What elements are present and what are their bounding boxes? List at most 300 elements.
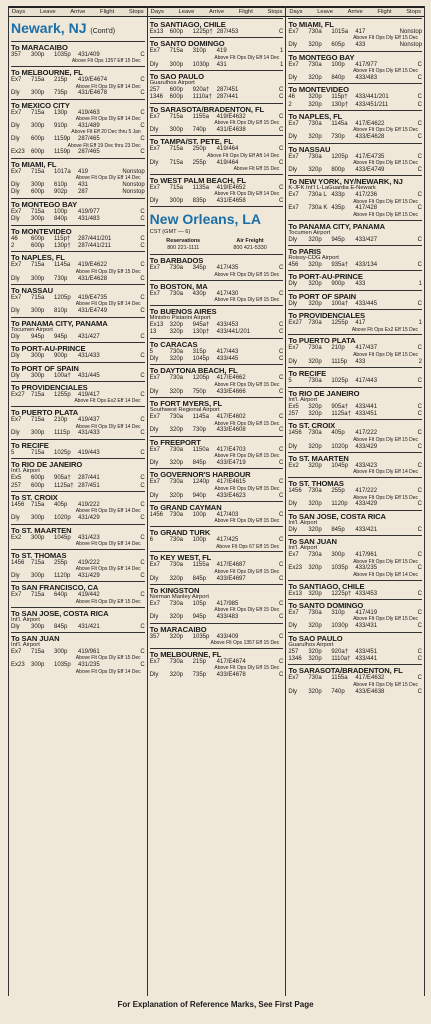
arrive-cell: 115p†: [54, 235, 71, 242]
frequency-note: Above Flt Ops Dly Eff Aft 14 Dec: [207, 152, 280, 159]
destination-title: To MIAMI, FL: [11, 159, 57, 169]
leave-cell: 730a: [308, 430, 322, 437]
leave-cell: 600p: [31, 243, 45, 250]
stops-cell: C: [417, 403, 423, 410]
flight-cell: 433/451/211: [355, 101, 389, 108]
destination-block: [288, 309, 422, 333]
days-cell: Ex7: [149, 479, 161, 486]
leave-cell: 320p: [308, 501, 322, 508]
arrive-cell: 210p: [54, 417, 68, 424]
destination-title: To PORT OF SPAIN: [11, 363, 79, 373]
days-cell: Ex7: [149, 265, 161, 272]
leave-cell: 320p: [308, 166, 322, 173]
days-cell: Ex7: [288, 205, 299, 212]
flight-cell: 433/429: [355, 501, 378, 508]
leave-cell: 320p: [169, 633, 184, 640]
flight-row: [288, 591, 422, 598]
days-cell: Ex2: [288, 462, 299, 469]
flight-row: [150, 198, 284, 205]
destination-block: [150, 280, 284, 304]
leave-cell: 730a: [308, 378, 322, 385]
days-cell: 357: [11, 52, 22, 58]
flight-cell: 431/E4628: [78, 275, 108, 282]
destination-block: [288, 387, 422, 419]
destination-title: To ST. CROIX: [11, 492, 58, 502]
stops-cell: C: [279, 511, 284, 518]
flight-cell: 431/445: [78, 372, 100, 379]
footer-note: For Explanation of Reference Marks, See First Page: [117, 1000, 314, 1009]
arrive-cell: 130p†: [192, 329, 210, 336]
flight-cell: 417/419: [355, 609, 378, 616]
arrive-cell: 920a†: [192, 87, 210, 94]
arrive-cell: 730p: [192, 427, 207, 434]
flight-row: [150, 87, 284, 94]
frequency-note: Above Flt Ops Ex2 Eff 14 Dec: [74, 398, 141, 405]
stops-cell: C: [279, 265, 284, 272]
leave-cell: 320p: [308, 94, 322, 101]
leave-cell: 320p: [169, 575, 184, 582]
days-cell: Ex5: [11, 475, 22, 482]
flight-cell: 433/235: [355, 565, 378, 572]
airport-name: Int'l. Airport: [288, 545, 318, 552]
leave-cell: 715a: [31, 295, 45, 302]
stops-cell: C: [140, 449, 145, 456]
destination-block: [11, 342, 145, 360]
stops-cell: C: [417, 74, 423, 81]
airport-name: Int'l. Airport: [288, 519, 318, 526]
days-cell: Ex13: [288, 590, 303, 597]
leave-cell: 320p: [169, 459, 184, 466]
flight-cell: 419/464: [216, 146, 239, 153]
frequency-note: Above Flt Ops Dly Eff 15 Dec: [214, 665, 280, 672]
leave-cell: 320p: [308, 300, 322, 307]
stops-cell: C: [140, 149, 145, 156]
leave-cell: 320p: [308, 236, 322, 243]
arrive-cell: 1020p: [54, 515, 71, 522]
destination-title: To ST. MAARTEN: [288, 453, 349, 463]
arrive-cell: 905a†: [54, 475, 71, 482]
flight-cell: 419/E4735: [78, 295, 108, 302]
flight-cell: 431/433: [78, 430, 100, 437]
days-cell: 1456: [288, 430, 302, 437]
arrive-cell: 1110a†: [331, 655, 351, 662]
stops-cell: C: [279, 348, 284, 355]
arrive-cell: 345p: [192, 265, 207, 272]
origin-city-section: [150, 206, 284, 251]
frequency-note: Above Flt Ops Dly Eff 15 Dec: [353, 68, 419, 75]
arrive-cell: 315p: [192, 348, 207, 355]
destination-block: [11, 251, 145, 283]
days-cell: 257: [288, 410, 299, 417]
leave-cell: 320p: [308, 565, 322, 572]
arrive-cell: 735p: [192, 671, 207, 678]
days-cell: Ex7: [11, 168, 22, 175]
stops-cell: Nonstop: [399, 29, 423, 35]
leave-cell: 730a K: [308, 205, 328, 212]
destination-block: [11, 439, 145, 457]
days-cell: 257: [288, 648, 299, 655]
arrive-cell: 945p: [192, 614, 207, 621]
frequency-note: Above Flt Ops Dly Eff 14 Dec: [75, 116, 141, 123]
flight-cell: 433/409: [216, 633, 239, 640]
stops-cell: C: [417, 501, 423, 508]
destination-title: To MELBOURNE, FL: [149, 649, 222, 659]
days-cell: Dly: [288, 166, 298, 173]
destination-title: To PANAMA CITY, PANAMA: [288, 221, 385, 231]
destination-block: [288, 535, 422, 578]
arrive-cell: 935a†: [331, 262, 349, 269]
flight-row: [11, 308, 145, 315]
destination-list: [150, 18, 284, 205]
destination-title: To SAN FRANCISCO, CA: [11, 583, 99, 593]
destination-title: To SARASOTA/BRADENTON, FL: [288, 666, 403, 676]
destination-title: To PROVIDENCIALES: [288, 311, 365, 321]
flight-row: [150, 349, 284, 356]
flight-cell: 419/222: [78, 501, 100, 508]
frequency-note: Above Flt Ops Dly Eff 15 Dec: [353, 436, 419, 443]
destination-title: To SAO PAULO: [288, 633, 343, 643]
leave-cell: 715a: [31, 449, 45, 456]
leave-cell: 730a: [308, 609, 322, 616]
days-cell: Ex7: [288, 61, 299, 68]
flight-cell: 433/E4749: [355, 166, 385, 173]
frequency-note: Above Flt Ops Dly Eff 14 Dec: [214, 54, 280, 61]
leave-cell: 730a: [169, 537, 184, 544]
days-cell: Ex23: [11, 149, 25, 156]
flight-cell: 433/427: [355, 236, 378, 243]
stops-cell: C: [140, 109, 145, 116]
column-2: [148, 6, 287, 996]
days-cell: 5: [149, 348, 154, 355]
flight-cell: 417/222: [355, 488, 378, 495]
destination-title: To PORT-AU-PRINCE: [288, 272, 363, 282]
days-cell: Ex7: [288, 192, 299, 199]
destination-block: [11, 607, 145, 631]
destination-title: To SANTIAGO, CHILE: [149, 20, 226, 29]
days-cell: Dly: [288, 688, 298, 695]
destination-title: To MONTEGO BAY: [11, 199, 78, 209]
flight-row: [150, 389, 284, 396]
days-cell: 6: [149, 537, 154, 544]
leave-cell: 320p: [308, 590, 322, 597]
leave-cell: 715a: [31, 208, 45, 215]
days-cell: Dly: [288, 443, 298, 450]
leave-cell: 600p: [31, 149, 45, 156]
destination-block: [288, 51, 422, 83]
leave-cell: 730a: [308, 29, 322, 35]
leave-cell: 300p: [31, 623, 45, 630]
leave-cell: 715a: [31, 168, 45, 175]
flight-cell: 417/985: [216, 600, 239, 607]
leave-cell: 300p: [31, 572, 45, 579]
stops-cell: 1: [418, 281, 423, 288]
destination-title: To PANAMA CITY, PANAMA: [11, 318, 108, 328]
stops-cell: C: [279, 427, 284, 434]
destination-block: [11, 491, 145, 523]
leave-cell: 320p: [169, 356, 184, 363]
flight-cell: 417/E4622: [355, 121, 385, 128]
leave-cell: 730a L: [308, 192, 327, 199]
arrive-cell: 215p: [192, 658, 207, 665]
arrive-cell: 900p: [54, 353, 68, 360]
flight-row: [288, 404, 422, 411]
days-cell: Dly: [11, 372, 20, 379]
days-cell: 5: [288, 378, 292, 385]
leave-cell: 300p: [169, 61, 184, 68]
stops-cell: C: [417, 410, 423, 417]
frequency-note: Above Flt Ops Dly Eff 15 Dec: [214, 297, 280, 304]
origin-city-heading: Newark, NJ (Cont'd): [11, 20, 116, 36]
frequency-note: Above Flt Ops Dly Eff 15 Dec: [214, 518, 280, 525]
flight-cell: 433/E4697: [216, 575, 246, 582]
flight-cell: 417/236: [355, 192, 378, 199]
leave-cell: 300p: [31, 308, 45, 315]
flight-cell: 419/E4674: [78, 77, 108, 84]
stops-cell: C: [417, 262, 423, 269]
flight-cell: 417: [355, 29, 366, 35]
arrive-cell: 730p: [331, 134, 345, 141]
days-cell: Ex7: [149, 658, 161, 665]
arrive-cell: 1030p: [331, 623, 349, 630]
flight-cell: 419/961: [78, 648, 100, 655]
days-cell: Dly: [149, 159, 159, 166]
days-cell: Ex7: [149, 446, 161, 453]
destination-list: [11, 41, 145, 675]
flight-row: [288, 42, 422, 49]
flight-cell: 433/441/201: [355, 94, 389, 101]
airport-name: Southwest Regional Airport: [149, 407, 220, 414]
flight-cell: 417/222: [355, 430, 378, 437]
days-cell: 2: [11, 243, 15, 250]
arrive-cell: 215p: [54, 77, 68, 84]
leave-cell: 715a: [31, 77, 45, 84]
leave-cell: 320p: [308, 526, 322, 533]
arrive-cell: 845p: [192, 459, 207, 466]
days-cell: 357: [149, 633, 160, 640]
flight-row: [288, 262, 422, 269]
flight-cell: 419: [78, 168, 89, 175]
flight-cell: 431/421: [78, 623, 100, 630]
days-cell: Dly: [11, 189, 20, 196]
stops-cell: C: [417, 430, 423, 437]
days-cell: Ex5: [288, 403, 299, 410]
flight-cell: 433: [355, 281, 366, 288]
destination-block: [150, 103, 284, 135]
frequency-note: Above Flt Ops Ex2 Eff 15 Dec: [351, 326, 419, 333]
flight-cell: 287/441/201: [78, 235, 112, 242]
destination-title: To PUERTO PLATA: [288, 336, 356, 346]
leave-cell: 730a: [308, 320, 322, 327]
leave-cell: 600p: [31, 235, 45, 242]
airport-name: K-JFK Int'l L-LaGuardia E-Newark: [288, 185, 376, 192]
days-cell: Dly: [11, 182, 20, 189]
destination-title: To ST. MAARTEN: [11, 525, 72, 535]
frequency-note: Above Flt Ops Dly Eff 14 Dec: [75, 175, 141, 182]
column-header: Days Leave Arrive Flight Stops: [9, 6, 147, 17]
arrive-cell: 1225p†: [192, 29, 213, 35]
destination-block: [150, 174, 284, 206]
destination-block: [150, 37, 284, 69]
days-cell: Dly: [288, 74, 298, 81]
flight-row: [288, 134, 422, 141]
days-cell: Ex7: [288, 153, 299, 160]
arrive-cell: 640p: [54, 592, 68, 599]
days-cell: Dly: [288, 526, 298, 533]
stops-cell: C: [279, 321, 284, 328]
days-cell: Dly: [149, 388, 159, 395]
arrive-cell: 1135a: [192, 184, 209, 191]
destination-title: To MARACAIBO: [149, 624, 207, 634]
arrive-cell: 1155a: [192, 113, 209, 120]
arrive-cell: 1255p: [331, 320, 349, 327]
stops-cell: C: [417, 192, 423, 199]
arrive-cell: 1120p: [331, 501, 348, 508]
stops-cell: C: [417, 443, 423, 450]
flight-row: [11, 573, 145, 580]
leave-cell: 300p: [31, 275, 45, 282]
flight-cell: 433/453: [216, 321, 239, 328]
arrive-cell: 902p: [54, 189, 68, 196]
days-cell: Dly: [11, 216, 20, 223]
stops-cell: C: [417, 565, 423, 572]
arrive-cell: 1110a†: [192, 94, 212, 101]
leave-cell: 320p: [308, 410, 322, 417]
flight-row: [150, 127, 284, 134]
destination-block: [150, 648, 284, 680]
stops-cell: C: [279, 356, 284, 363]
stops-cell: C: [140, 475, 145, 482]
arrive-cell: 435p: [331, 205, 345, 212]
arrive-cell: 1035p: [192, 633, 210, 640]
leave-cell: 715a: [31, 592, 45, 599]
arrive-cell: 1045p: [331, 462, 349, 469]
days-cell: Ex7: [288, 552, 299, 559]
arrive-cell: 1017a: [54, 168, 71, 175]
days-cell: 257: [11, 482, 22, 489]
days-cell: 46: [11, 235, 18, 242]
frequency-note: Above Flt Ops Dly Eff 14 Dec: [75, 83, 141, 90]
frequency-note: Above Flt Ops Dly Eff 15 Dec: [75, 268, 141, 275]
destination-title: To RECIFE: [11, 440, 49, 450]
arrive-cell: 1225p†: [331, 590, 352, 597]
flight-row: [11, 182, 145, 189]
leave-cell: 730a: [169, 348, 184, 355]
flight-row: [150, 460, 284, 467]
destination-block: [288, 83, 422, 109]
arrive-cell: 1205p: [54, 295, 71, 302]
stops-cell: C: [279, 29, 284, 35]
leave-cell: 320p: [169, 492, 184, 499]
stops-cell: C: [140, 623, 145, 630]
destination-title: To ST. THOMAS: [288, 479, 344, 489]
destination-block: [11, 362, 145, 380]
arrive-cell: 310p: [192, 48, 207, 55]
arrive-cell: 1150a: [192, 446, 209, 453]
stops-cell: C: [279, 614, 284, 621]
leave-cell: 320p: [308, 358, 322, 365]
flight-row: [288, 237, 422, 244]
leave-cell: 320p: [169, 614, 184, 621]
destination-block: [11, 41, 145, 65]
flight-cell: 287/465: [78, 149, 100, 156]
stops-cell: C: [279, 562, 284, 569]
flight-row: [11, 216, 145, 223]
flight-cell: 419/417: [78, 391, 100, 398]
timezone-note: CST (GMT — 6): [149, 229, 191, 236]
leave-cell: 715a: [169, 159, 184, 166]
destination-title: To SAN JUAN: [11, 633, 60, 643]
flight-row: [11, 450, 145, 457]
stops-cell: C: [140, 372, 145, 379]
destination-block: [150, 70, 284, 102]
arrive-cell: 840p: [331, 74, 345, 81]
leave-cell: 320p: [308, 74, 322, 81]
leave-cell: 320p: [308, 134, 322, 141]
flight-row: [11, 515, 145, 522]
days-cell: Ex7: [149, 146, 161, 153]
flight-row: [288, 527, 422, 534]
column-body: [9, 17, 147, 996]
arrive-cell: 130p†: [54, 243, 71, 250]
stops-cell: C: [417, 675, 423, 682]
column-body: [148, 17, 286, 996]
arrive-cell: 310p: [331, 609, 345, 616]
days-cell: Ex7: [11, 208, 22, 215]
frequency-note: Above Flt Ops Dly Eff 14 Dec: [75, 540, 141, 547]
flight-cell: 417/443: [355, 378, 378, 385]
frequency-note: Above Flt Ops Dly Eff 15 Dec: [353, 616, 419, 623]
days-cell: 1456: [11, 501, 25, 508]
column-body: [286, 17, 424, 996]
destination-title: To PROVIDENCIALES: [11, 382, 88, 392]
flight-cell: 433: [355, 42, 366, 49]
flight-row: [11, 475, 145, 482]
destination-block: [288, 664, 422, 696]
arrive-cell: 1025p: [331, 378, 349, 385]
destination-title: To BUENOS AIRES: [149, 306, 217, 316]
airport-name: Roissy-CDG Airport: [288, 255, 339, 262]
flight-cell: 431/E4749: [78, 308, 108, 315]
flight-row: [150, 493, 284, 500]
flight-row: [11, 334, 145, 341]
stops-cell: C: [279, 575, 284, 582]
destination-title: To MARACAIBO: [11, 43, 68, 52]
days-cell: 1456: [288, 488, 302, 495]
days-cell: Ex7: [11, 295, 22, 302]
arrive-cell: 1045p: [54, 534, 71, 541]
destination-block: [11, 158, 145, 197]
destination-block: [288, 245, 422, 269]
flight-cell: 287/465: [78, 136, 100, 143]
frequency-note: Above Flt Ops Dly Eff 14 Dec: [75, 566, 141, 573]
destination-title: To SAO PAULO: [149, 72, 204, 82]
destination-title: To DAYTONA BEACH, FL: [149, 366, 238, 376]
airport-name: Guarulhos Airport: [288, 641, 334, 648]
destination-block: [150, 526, 284, 550]
flight-cell: 433/429: [355, 443, 378, 450]
arrive-cell: 845p: [54, 623, 68, 630]
destination-block: [11, 66, 145, 98]
destination-title: To SANTO DOMINGO: [149, 39, 225, 49]
days-cell: Dly: [149, 427, 159, 434]
days-cell: Ex7: [11, 648, 22, 655]
flight-cell: 417/430: [216, 290, 239, 297]
destination-block: [11, 317, 145, 341]
flight-row: [288, 623, 422, 630]
days-cell: Ex27: [11, 391, 25, 398]
arrive-cell: 1155a: [192, 562, 209, 569]
flight-cell: 419/E4622: [78, 262, 108, 269]
